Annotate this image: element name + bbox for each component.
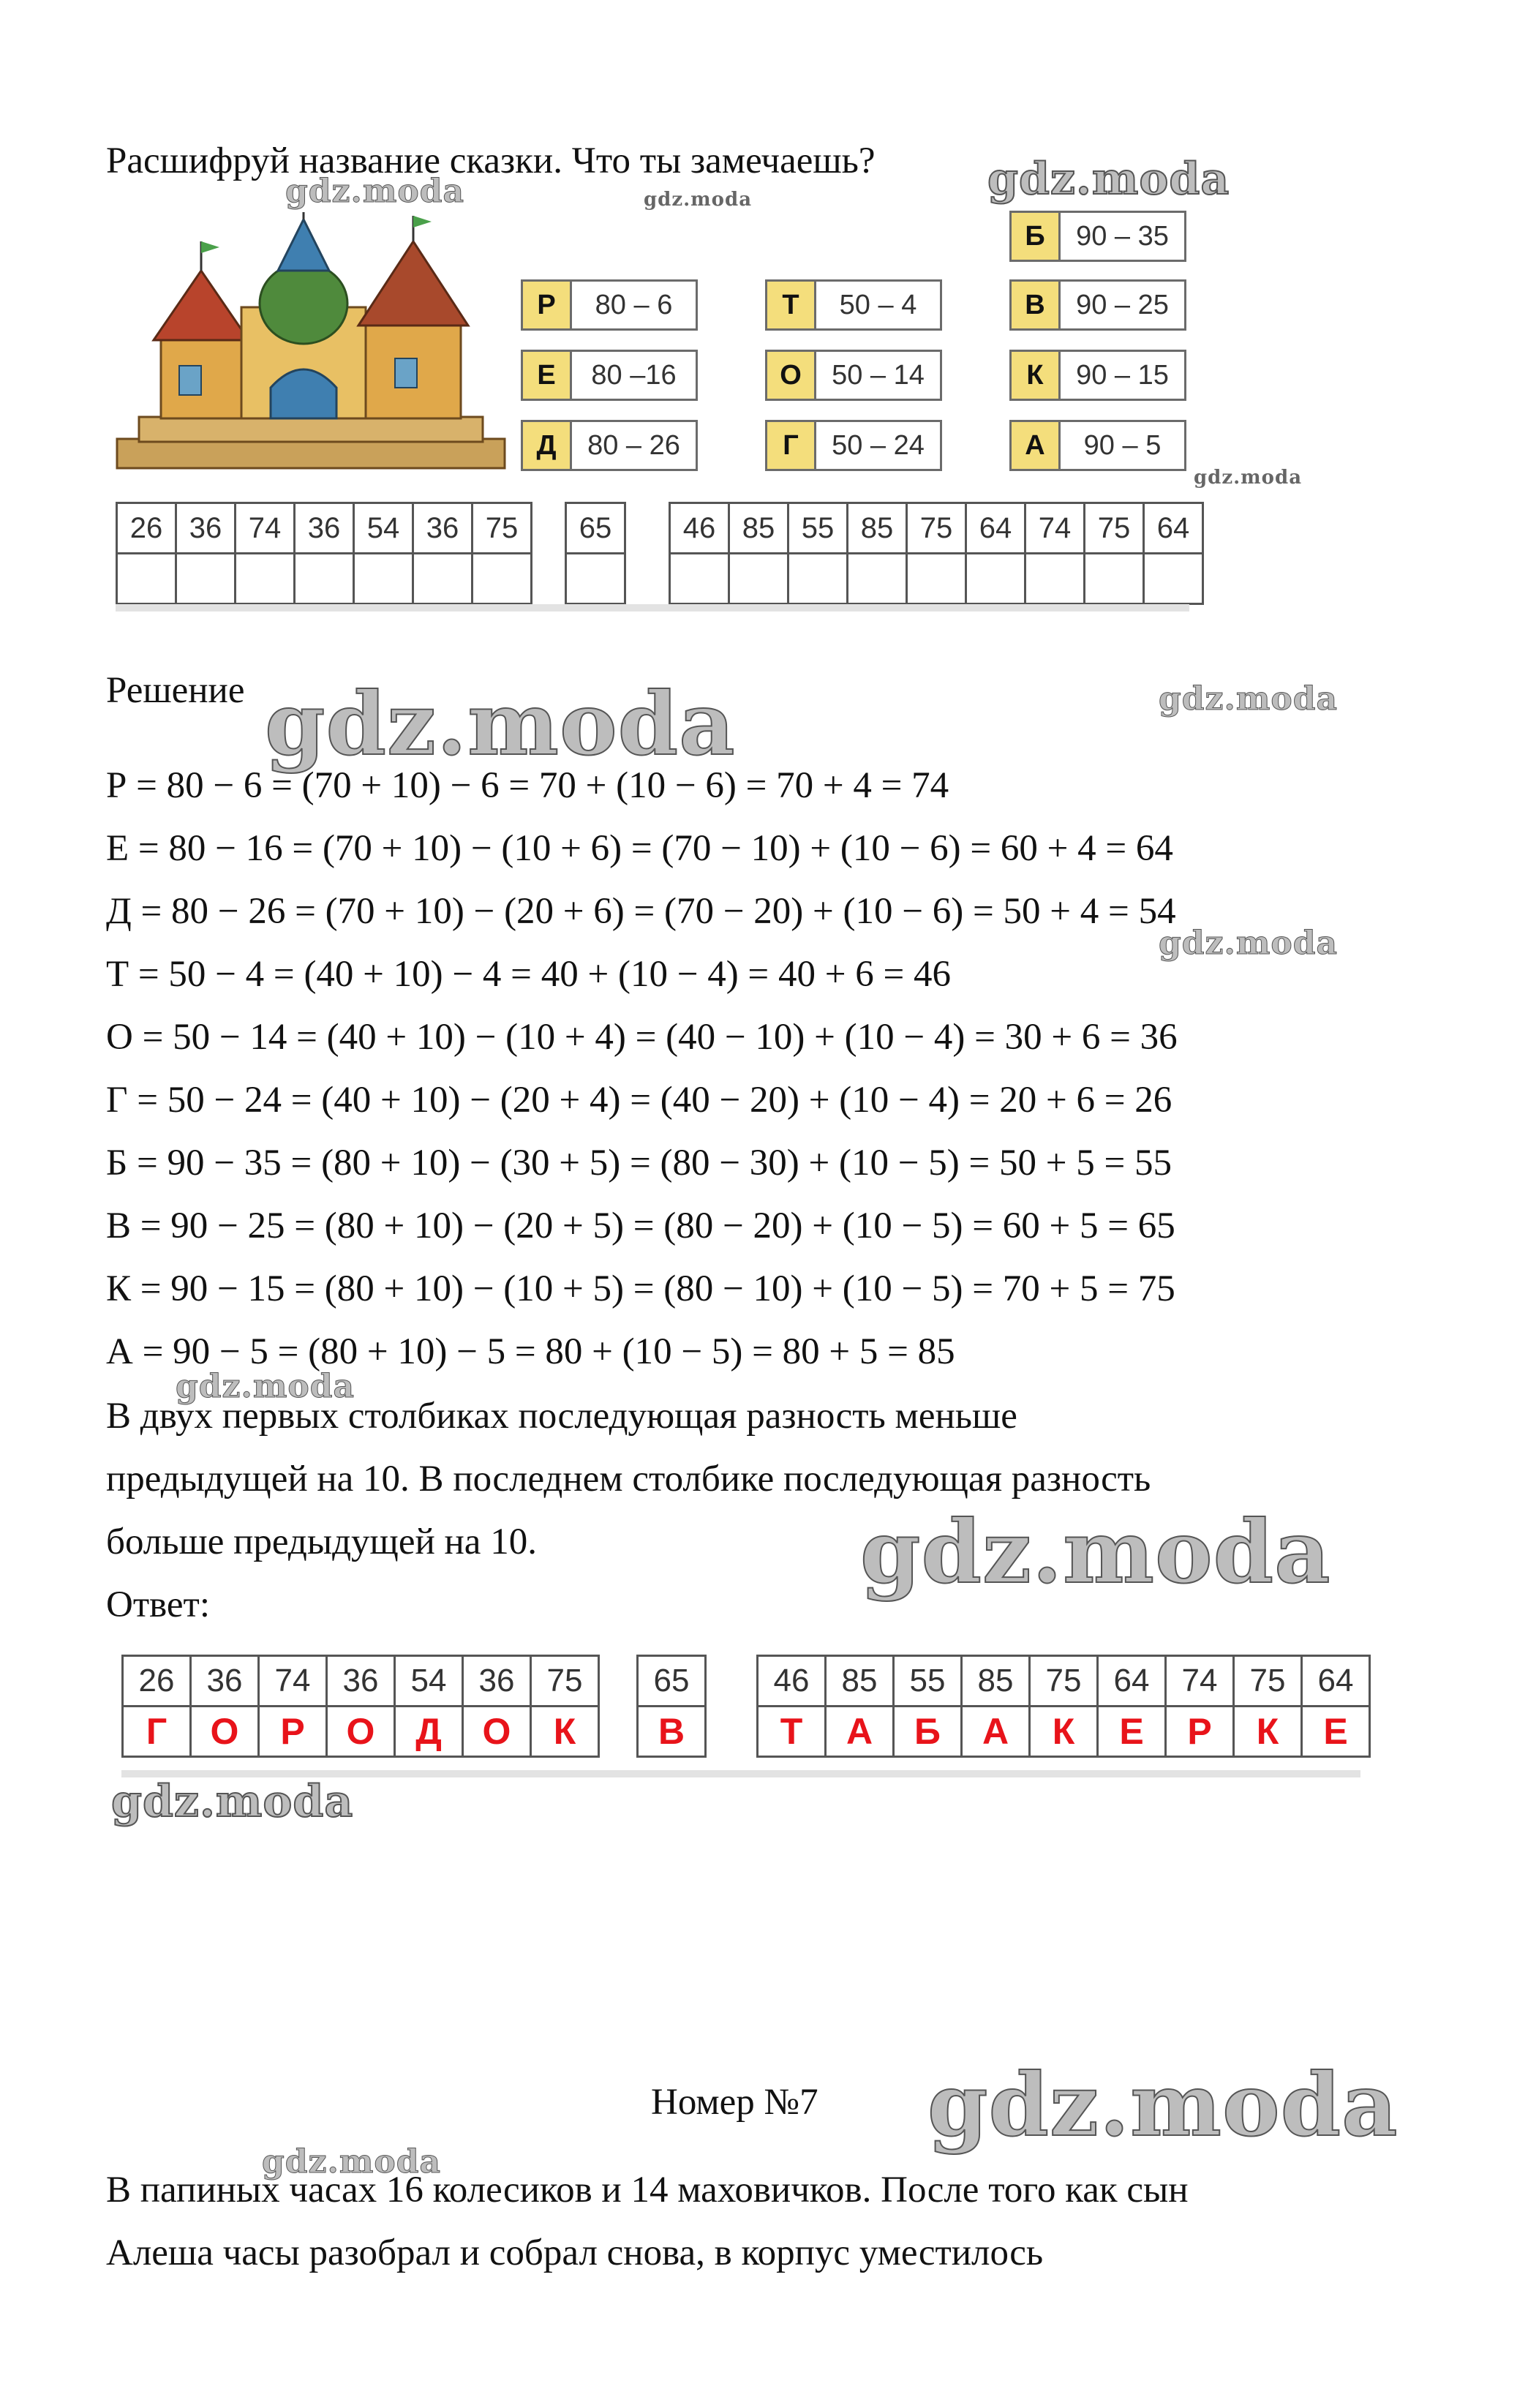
answer-letter-cell: А xyxy=(826,1707,894,1757)
empty-cell xyxy=(848,554,907,604)
code-cell: 64 xyxy=(1144,503,1203,554)
watermark: gdz.moda xyxy=(262,2143,442,2181)
card-expression: 50 – 24 xyxy=(816,420,942,471)
answer-letter-cell: Р xyxy=(259,1707,327,1757)
answer-grid-word-1 xyxy=(121,1655,600,1758)
watermark: gdz.moda xyxy=(265,673,736,775)
answer-number-cell: 36 xyxy=(463,1656,531,1707)
answer-number-cell: 75 xyxy=(1030,1656,1098,1707)
card-expression: 90 – 35 xyxy=(1061,211,1186,262)
solution-step: Б = 90 − 35 = (80 + 10) − (30 + 5) = (80 − 30) + (10 − 5) = 50 + 5 = 55 xyxy=(106,1143,1172,1184)
answer-letter-cell: К xyxy=(531,1707,599,1757)
code-cell: 36 xyxy=(295,503,354,554)
answer-label: Ответ: xyxy=(106,1584,210,1625)
answer-letter-cell: К xyxy=(1030,1707,1098,1757)
code-cell: 75 xyxy=(907,503,966,554)
card-expression: 90 – 25 xyxy=(1061,279,1186,331)
expression-card xyxy=(1009,350,1186,401)
card-letter: Е xyxy=(521,350,572,401)
empty-cell xyxy=(788,554,848,604)
code-cell: 75 xyxy=(473,503,532,554)
card-expression: 80 –16 xyxy=(572,350,698,401)
answer-letter-cell: О xyxy=(463,1707,531,1757)
observation-line: В двух первых столбиках последующая разность меньше xyxy=(106,1396,1017,1437)
answer-letter-cell: О xyxy=(327,1707,395,1757)
expression-card xyxy=(765,420,942,471)
answer-grid-word-2 xyxy=(636,1655,707,1758)
expression-card xyxy=(765,279,942,331)
card-expression: 80 – 6 xyxy=(572,279,698,331)
watermark: gdz.moda xyxy=(860,1501,1331,1603)
solution-step: Р = 80 − 6 = (70 + 10) − 6 = 70 + (10 − 6) = 70 + 4 = 74 xyxy=(106,765,949,806)
code-grid-word-2 xyxy=(565,502,626,605)
solution-step: В = 90 − 25 = (80 + 10) − (20 + 5) = (80 − 20) + (10 − 5) = 60 + 5 = 65 xyxy=(106,1205,1175,1246)
answer-number-cell: 64 xyxy=(1098,1656,1166,1707)
code-cell: 36 xyxy=(413,503,473,554)
task-prompt: Расшифруй название сказки. Что ты замечаешь? xyxy=(106,140,876,181)
watermark: gdz.moda xyxy=(644,189,753,211)
scan-shadow xyxy=(116,604,1189,612)
watermark: gdz.moda xyxy=(1159,680,1339,718)
solution-step: Т = 50 − 4 = (40 + 10) − 4 = 40 + (10 − 4) = 40 + 6 = 46 xyxy=(106,954,951,995)
answer-letter-cell: Р xyxy=(1166,1707,1234,1757)
solution-step: Г = 50 − 24 = (40 + 10) − (20 + 4) = (40 − 20) + (10 − 4) = 20 + 6 = 26 xyxy=(106,1080,1172,1121)
answer-letter-cell: Б xyxy=(894,1707,962,1757)
answer-letter-cell: Д xyxy=(395,1707,463,1757)
code-cell: 74 xyxy=(1025,503,1085,554)
code-cell: 65 xyxy=(566,503,625,554)
empty-cell xyxy=(473,554,532,604)
watermark: gdz.moda xyxy=(1194,467,1303,489)
code-cell: 26 xyxy=(117,503,176,554)
code-grid-word-3 xyxy=(669,502,1204,605)
expression-card xyxy=(521,420,698,471)
expression-card xyxy=(1009,211,1186,262)
empty-cell xyxy=(966,554,1025,604)
solution-step: К = 90 − 15 = (80 + 10) − (10 + 5) = (80 − 10) + (10 − 5) = 70 + 5 = 75 xyxy=(106,1268,1175,1309)
card-letter: К xyxy=(1009,350,1061,401)
empty-cell xyxy=(907,554,966,604)
answer-letter-cell: Е xyxy=(1302,1707,1370,1757)
solution-step: А = 90 − 5 = (80 + 10) − 5 = 80 + (10 − 5) = 80 + 5 = 85 xyxy=(106,1331,955,1372)
code-cell: 55 xyxy=(788,503,848,554)
card-expression: 50 – 14 xyxy=(816,350,942,401)
code-cell: 54 xyxy=(354,503,413,554)
answer-letter-cell: К xyxy=(1234,1707,1302,1757)
answer-number-cell: 46 xyxy=(758,1656,826,1707)
card-letter: Д xyxy=(521,420,572,471)
answer-number-cell: 74 xyxy=(259,1656,327,1707)
card-letter: Г xyxy=(765,420,816,471)
code-cell: 36 xyxy=(176,503,236,554)
code-cell: 74 xyxy=(236,503,295,554)
empty-cell xyxy=(1085,554,1144,604)
answer-number-cell: 55 xyxy=(894,1656,962,1707)
answer-number-cell: 36 xyxy=(327,1656,395,1707)
watermark: gdz.moda xyxy=(927,2054,1399,2156)
card-expression: 50 – 4 xyxy=(816,279,942,331)
answer-number-cell: 65 xyxy=(638,1656,706,1707)
answer-number-cell: 26 xyxy=(123,1656,191,1707)
code-cell: 64 xyxy=(966,503,1025,554)
card-letter: В xyxy=(1009,279,1061,331)
answer-letter-cell: О xyxy=(191,1707,259,1757)
solution-step: Д = 80 − 26 = (70 + 10) − (20 + 6) = (70 − 20) + (10 − 6) = 50 + 4 = 54 xyxy=(106,891,1176,932)
expression-card xyxy=(1009,279,1186,331)
expression-card xyxy=(521,350,698,401)
card-letter: А xyxy=(1009,420,1061,471)
answer-letter-cell: А xyxy=(962,1707,1030,1757)
answer-letter-cell: Г xyxy=(123,1707,191,1757)
answer-number-cell: 85 xyxy=(962,1656,1030,1707)
card-letter: О xyxy=(765,350,816,401)
answer-number-cell: 36 xyxy=(191,1656,259,1707)
solution-heading: Решение xyxy=(106,670,245,711)
code-cell: 85 xyxy=(848,503,907,554)
card-expression: 90 – 5 xyxy=(1061,420,1186,471)
observation-line: предыдущей на 10. В последнем столбике последующая разность xyxy=(106,1459,1151,1500)
expression-card xyxy=(1009,420,1186,471)
card-letter: Б xyxy=(1009,211,1061,262)
answer-number-cell: 75 xyxy=(1234,1656,1302,1707)
watermark: gdz.moda xyxy=(987,154,1230,205)
answer-number-cell: 75 xyxy=(531,1656,599,1707)
card-letter: Р xyxy=(521,279,572,331)
code-cell: 85 xyxy=(729,503,788,554)
empty-cell xyxy=(354,554,413,604)
solution-step: Е = 80 − 16 = (70 + 10) − (10 + 6) = (70 − 10) + (10 − 6) = 60 + 4 = 64 xyxy=(106,828,1173,869)
answer-letter-cell: Е xyxy=(1098,1707,1166,1757)
empty-cell xyxy=(1144,554,1203,604)
answer-number-cell: 54 xyxy=(395,1656,463,1707)
next-task-number: Номер №7 xyxy=(651,2082,818,2123)
empty-cell xyxy=(670,554,729,604)
empty-cell xyxy=(236,554,295,604)
code-grid-word-1 xyxy=(116,502,532,605)
card-letter: Т xyxy=(765,279,816,331)
solution-step: О = 50 − 14 = (40 + 10) − (10 + 4) = (40 − 10) + (10 − 4) = 30 + 6 = 36 xyxy=(106,1017,1178,1058)
next-task-line: Алеша часы разобрал и собрал снова, в корпус уместилось xyxy=(106,2232,1044,2273)
code-cell: 75 xyxy=(1085,503,1144,554)
expression-card xyxy=(521,279,698,331)
watermark: gdz.moda xyxy=(111,1776,354,1827)
empty-cell xyxy=(566,554,625,604)
card-expression: 80 – 26 xyxy=(572,420,698,471)
watermark: gdz.moda xyxy=(285,173,465,210)
watermark: gdz.moda xyxy=(176,1368,355,1405)
expression-card xyxy=(765,350,942,401)
empty-cell xyxy=(176,554,236,604)
empty-cell xyxy=(295,554,354,604)
answer-number-cell: 64 xyxy=(1302,1656,1370,1707)
code-cell: 46 xyxy=(670,503,729,554)
answer-number-cell: 74 xyxy=(1166,1656,1234,1707)
empty-cell xyxy=(413,554,473,604)
empty-cell xyxy=(1025,554,1085,604)
card-expression: 90 – 15 xyxy=(1061,350,1186,401)
castle-illustration xyxy=(110,212,519,475)
empty-cell xyxy=(117,554,176,604)
answer-letter-cell: Т xyxy=(758,1707,826,1757)
answer-number-cell: 85 xyxy=(826,1656,894,1707)
watermark: gdz.moda xyxy=(1159,925,1339,962)
observation-line: больше предыдущей на 10. xyxy=(106,1521,537,1562)
answer-letter-cell: В xyxy=(638,1707,706,1757)
empty-cell xyxy=(729,554,788,604)
next-task-line: В папиных часах 16 колесиков и 14 маховичков. После того как сын xyxy=(106,2170,1189,2211)
answer-grid-word-3 xyxy=(756,1655,1371,1758)
